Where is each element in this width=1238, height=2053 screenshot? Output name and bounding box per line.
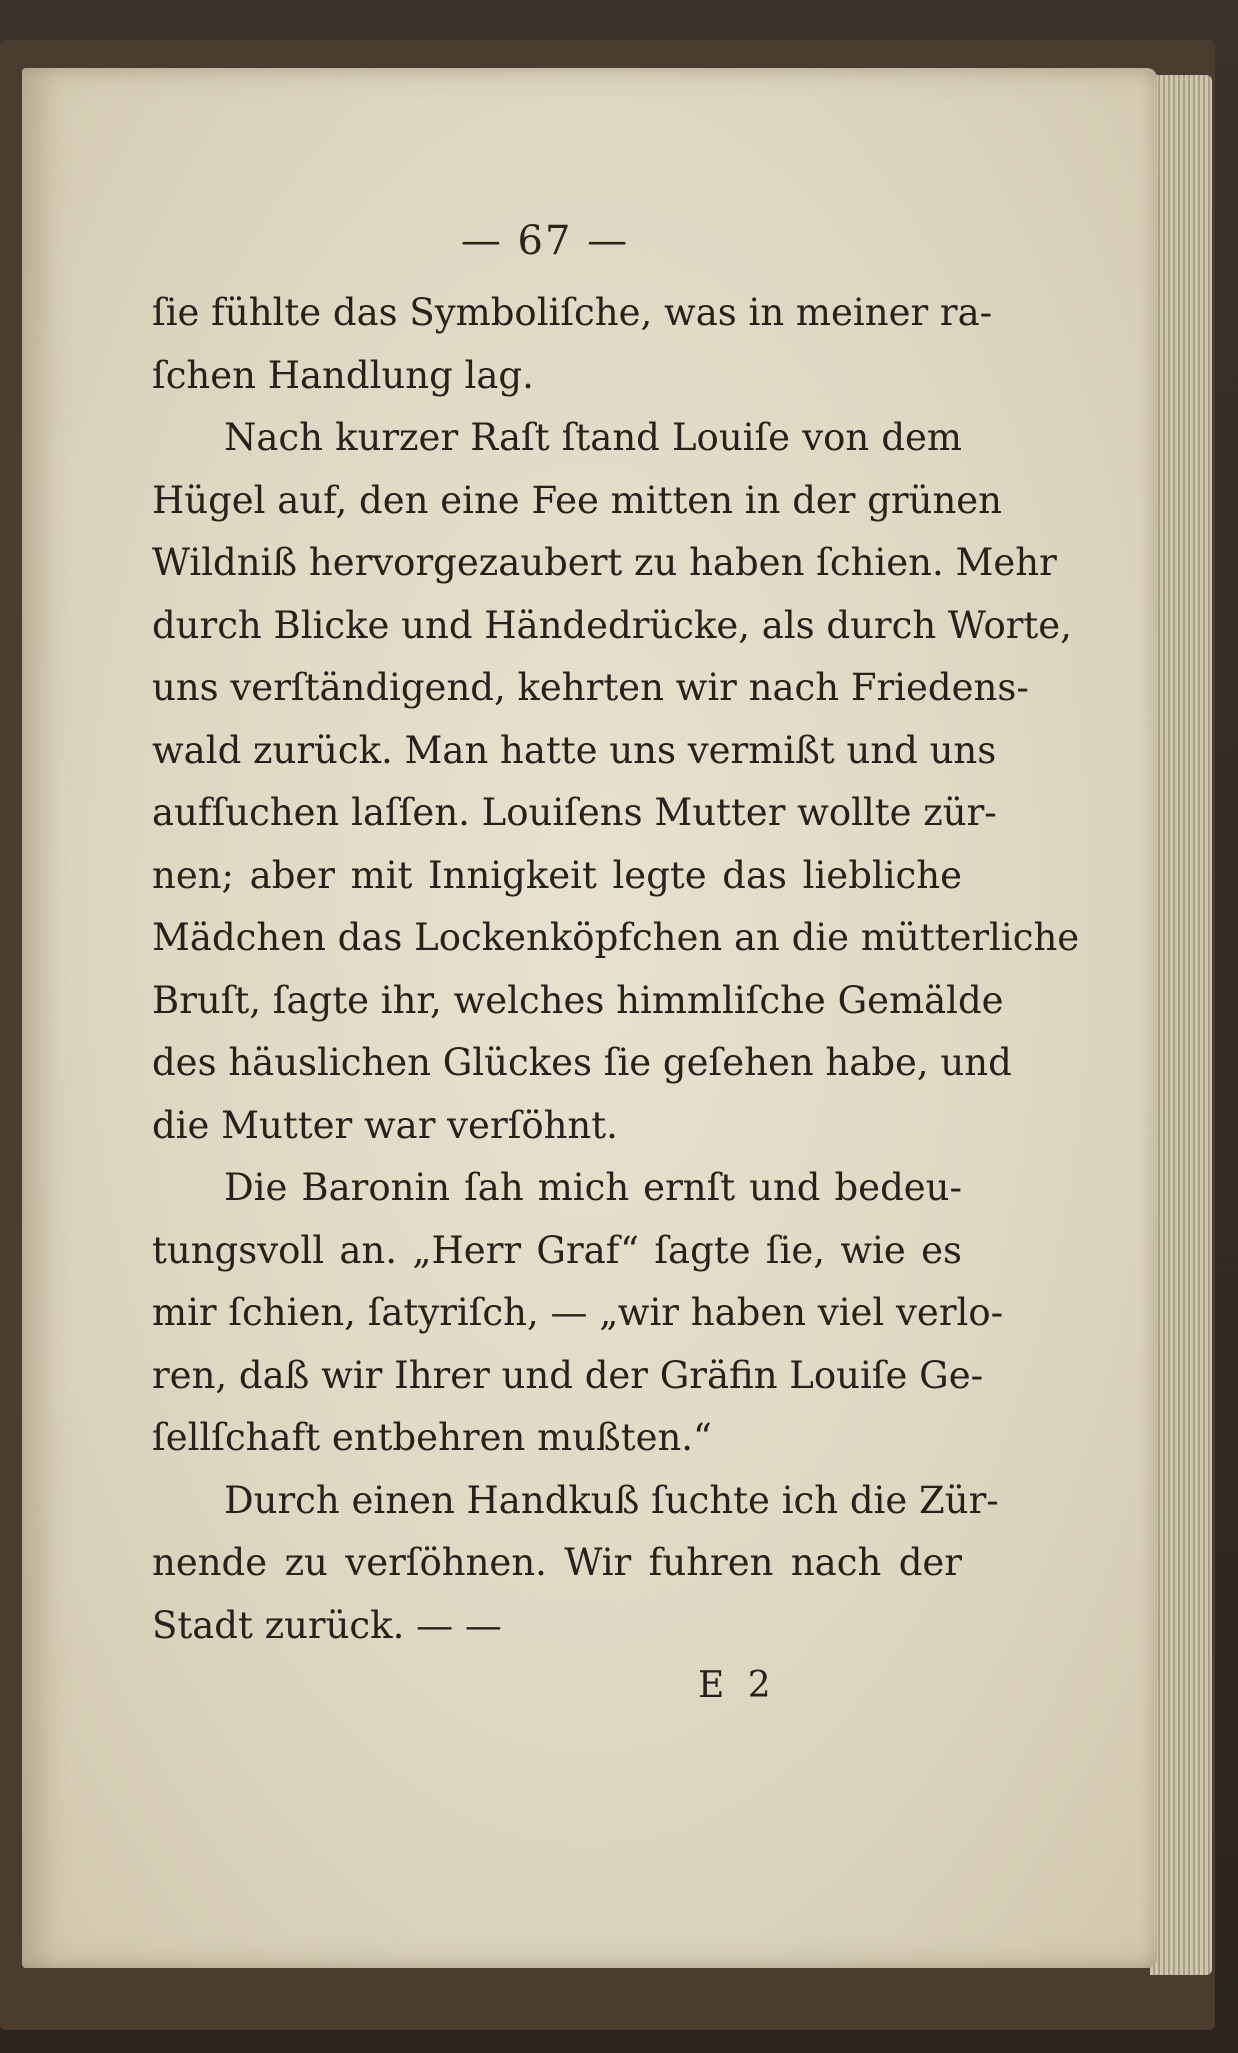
text-line: Bruſt, ſagte ihr, welches himmliſche Gemälde [152, 978, 1004, 1022]
text-line: Hügel auf, den eine Fee mitten in der grünen [152, 478, 1003, 522]
text-line: des häuslichen Glückes ſie geſehen habe, und [152, 1041, 1012, 1084]
signature-mark: E 2 [698, 1665, 777, 1706]
text-line: mir ſchien, ſatyriſch, — „wir haben viel verlo- [152, 1291, 1004, 1334]
text-line: uns verſtändigend, kehrten wir nach Friedens- [152, 666, 1029, 709]
text-line: ſellſchaft entbehren mußten.“ [152, 1416, 712, 1459]
page-number-header: — 67 — [460, 218, 630, 264]
text-line: wald zurück. Man hatte uns vermißt und uns [152, 728, 997, 772]
text-line: Mädchen das Lockenköpfchen an die mütterliche [152, 916, 1080, 959]
text-line: ſchen Handlung lag. [152, 353, 534, 397]
text-line: ren, daß wir Ihrer und der Gräfin Louiſe Ge- [152, 1353, 984, 1397]
text-line: Wildniß hervorgezaubert zu haben ſchien. Mehr [152, 541, 1057, 584]
text-line: Die Baronin ſah mich ernſt und bedeu- [224, 1166, 962, 1209]
text-line: nende zu verſöhnen. Wir fuhren nach der [152, 1541, 962, 1584]
text-line: Stadt zurück. — — [152, 1603, 502, 1647]
text-line: nen; aber mit Innigkeit legte das liebliche [152, 853, 962, 897]
text-line: ſie fühlte das Symboliſche, was in meiner ra- [152, 291, 993, 334]
body-text [152, 282, 1080, 1657]
text-line: aufſuchen laſſen. Louiſens Mutter wollte zür- [152, 791, 997, 834]
text-line: tungsvoll an. „Herr Graf“ ſagte ſie, wie es [152, 1228, 962, 1272]
text-line: durch Blicke und Händedrücke, als durch Worte, [152, 603, 1072, 647]
text-line: Nach kurzer Raſt ſtand Louiſe von dem [224, 416, 962, 459]
page-stack-edge [1150, 75, 1212, 1975]
text-line: Durch einen Handkuß ſuchte ich die Zür- [224, 1478, 999, 1522]
text-line: die Mutter war verſöhnt. [152, 1103, 618, 1147]
